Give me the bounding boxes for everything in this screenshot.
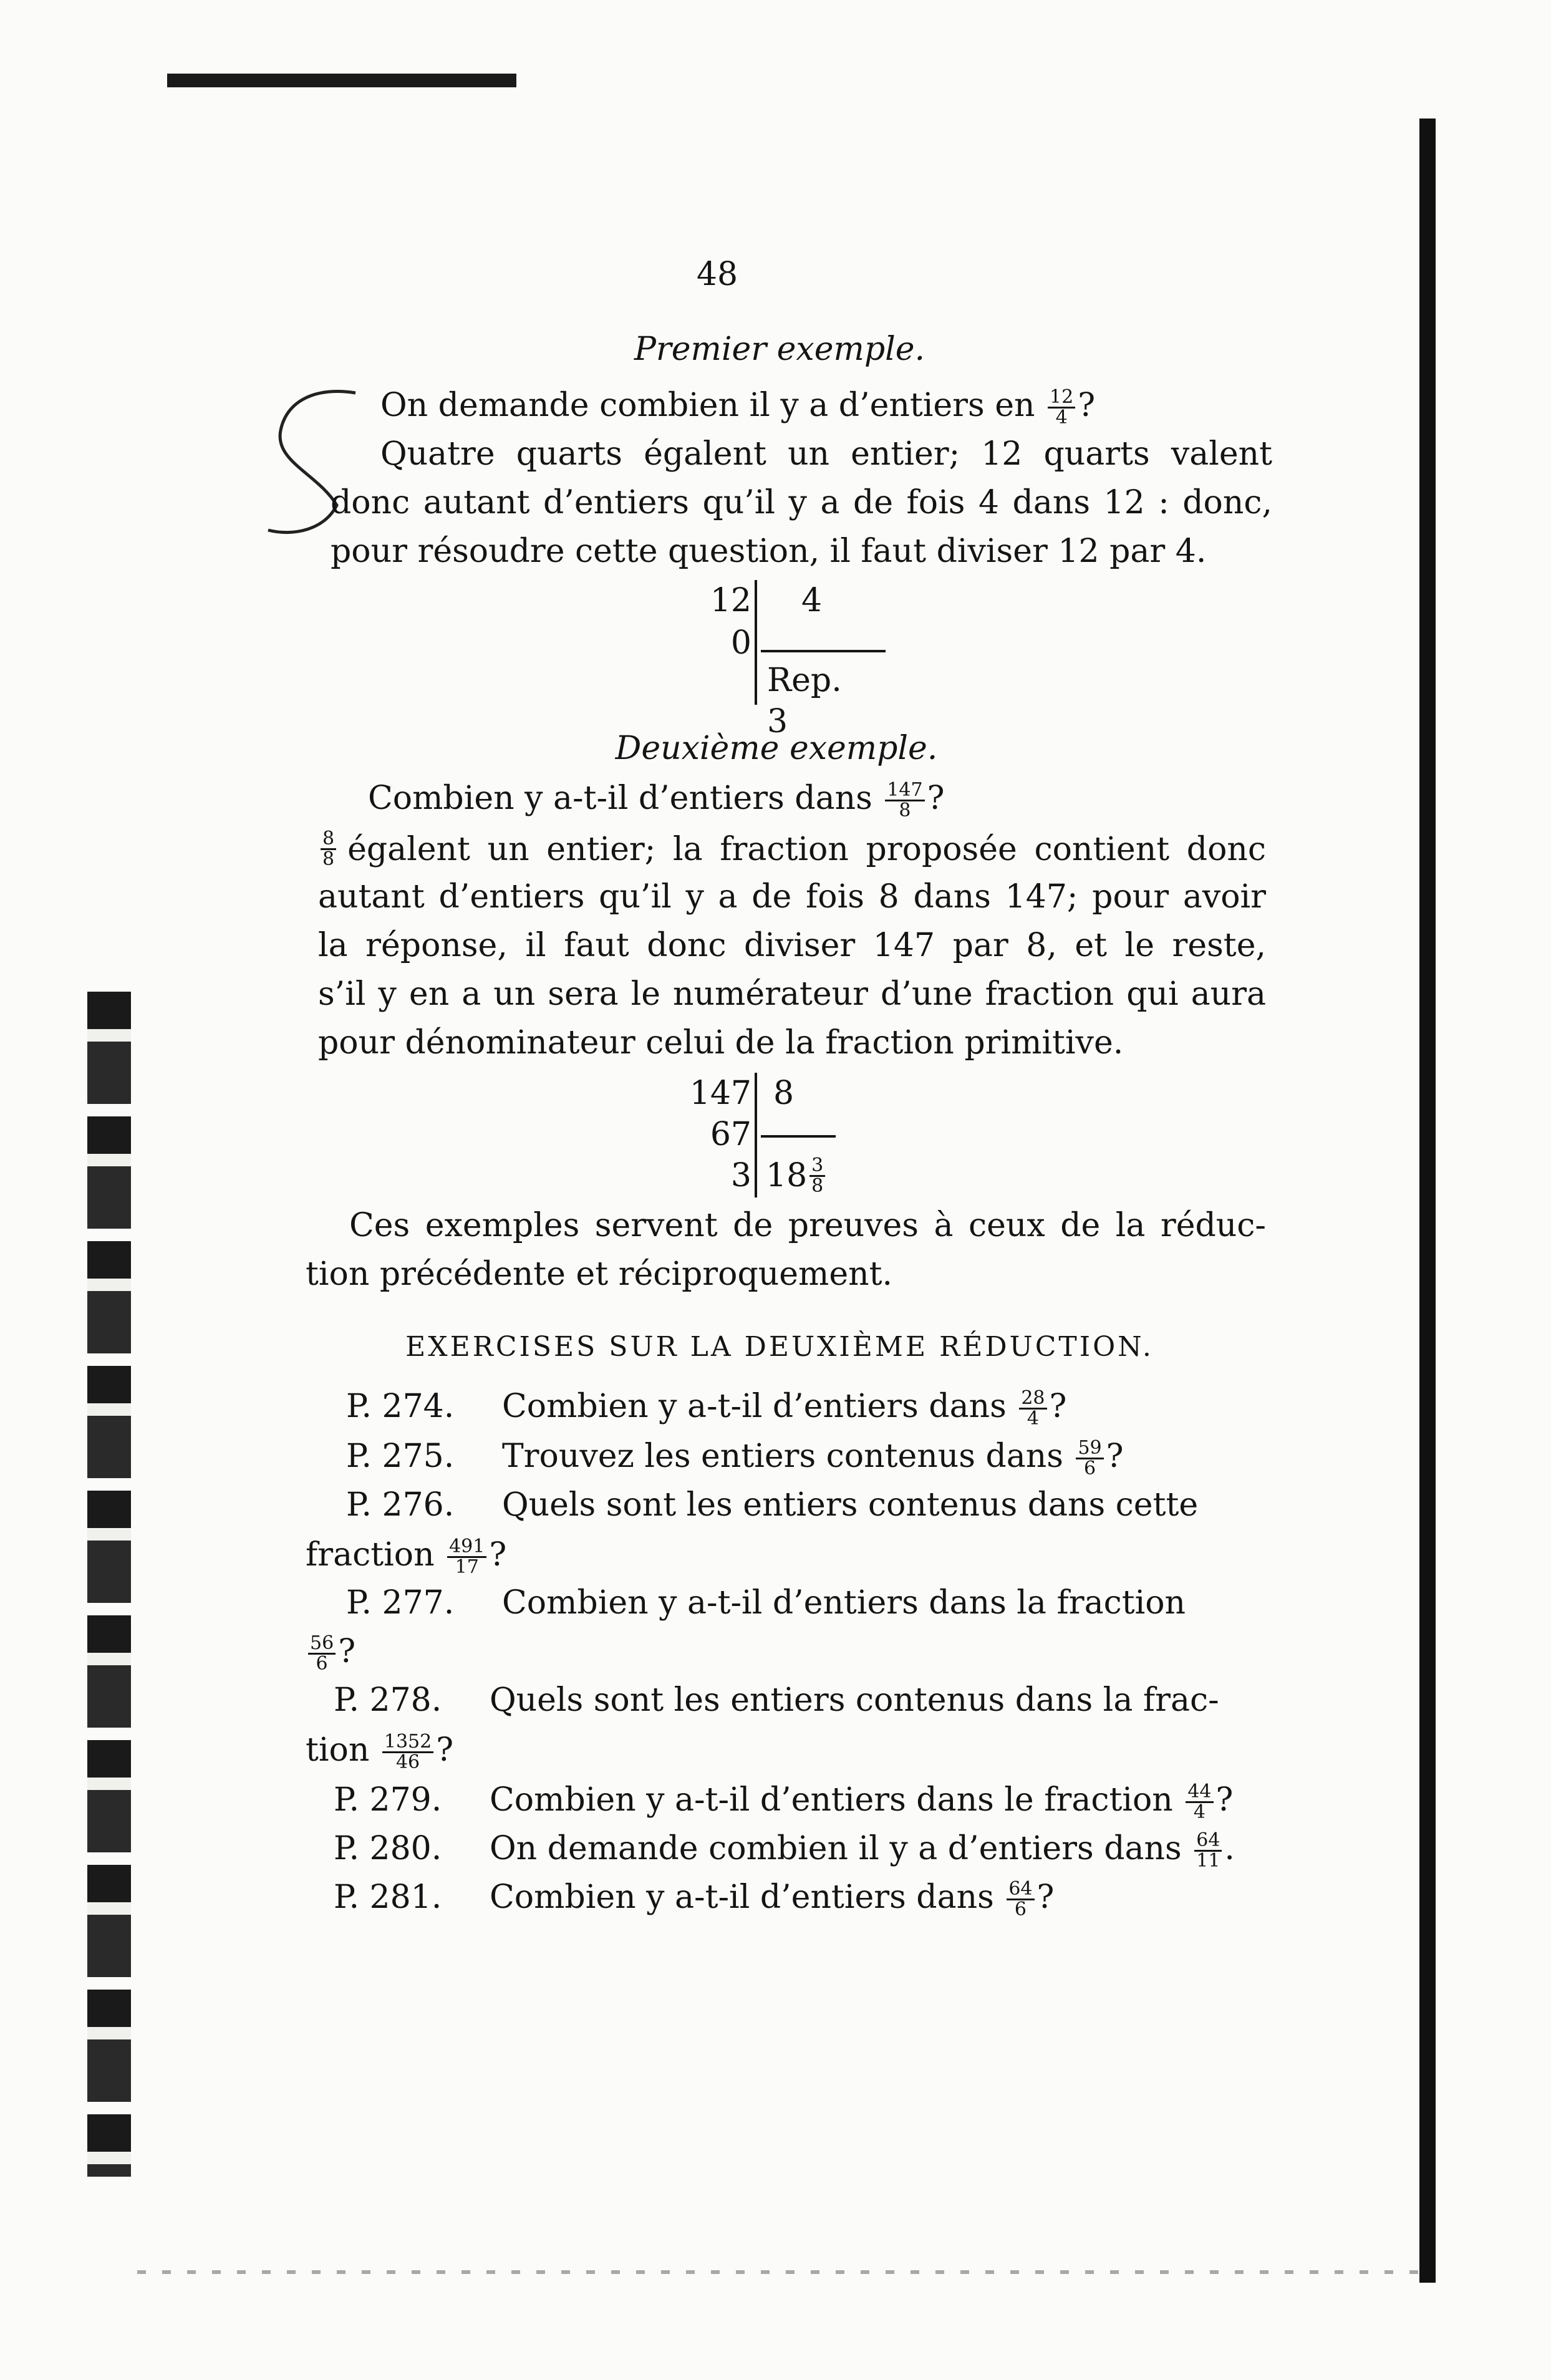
division-horizontal-rule <box>761 650 886 652</box>
division-vertical-rule <box>755 1073 757 1197</box>
result: Rep. 3 <box>767 662 842 740</box>
exercise-label: P. 277. <box>346 1584 455 1622</box>
exercise-fraction <box>1019 1389 1046 1428</box>
section2-line-1-text: égalent un entier; la fraction proposée contient donc <box>347 830 1266 868</box>
exercise-p277-cont <box>306 1633 355 1673</box>
frac-suffix: ? <box>1049 1388 1067 1425</box>
conclusion-line-2: tion précédente et réciproquement. <box>306 1255 893 1293</box>
exercise-p278-cont <box>306 1731 453 1772</box>
exercise-p278 <box>334 1681 1225 1719</box>
section1-line-1-text: On demande combien il y a d’entiers en <box>380 387 1035 424</box>
remainder: 0 <box>730 624 751 662</box>
divisor: 4 <box>801 582 823 619</box>
exercise-label: P. 278. <box>334 1681 442 1719</box>
fraction-147-8 <box>885 781 924 820</box>
fraction-12-4 <box>1048 388 1075 427</box>
division-horizontal-rule <box>761 1135 836 1138</box>
exercise-label: P. 280. <box>334 1830 442 1867</box>
exercise-text: Combien y a-t-il d’entiers dans la fraction <box>502 1584 1186 1622</box>
exercise-fraction <box>382 1733 433 1772</box>
frac-suffix: ? <box>338 1633 356 1670</box>
exercise-p276-cont <box>306 1536 506 1577</box>
frac-num: 1352 <box>382 1733 433 1753</box>
exercise-text: On demande combien il y a d’entiers dans <box>490 1830 1182 1867</box>
section1-line-1 <box>380 387 1095 427</box>
exercise-p274 <box>346 1388 1066 1428</box>
exercise-p275 <box>346 1438 1124 1478</box>
section1-line-4: pour résoudre cette question, il faut diviser 12 par 4. <box>331 533 1207 570</box>
dividend: 12 <box>710 582 751 619</box>
frac-den: 11 <box>1196 1850 1220 1872</box>
scan-right-edge <box>1419 119 1436 2283</box>
frac-suffix: ? <box>927 780 945 817</box>
divisor: 8 <box>773 1075 795 1112</box>
exercise-text: Combien y a-t-il d’entiers dans le fraction <box>490 1781 1173 1819</box>
frac-num: 59 <box>1076 1439 1103 1459</box>
frac-den: 6 <box>1084 1458 1096 1479</box>
exercise-label: P. 279. <box>334 1781 442 1819</box>
exercise-label: P. 276. <box>346 1486 455 1524</box>
section2-question <box>368 780 944 820</box>
heading-premier-exemple: Premier exemple. <box>634 331 925 368</box>
frac-num: 44 <box>1186 1783 1213 1803</box>
section2-line-1 <box>318 830 1266 869</box>
frac-num: 64 <box>1007 1880 1034 1900</box>
exercise-fraction <box>1076 1439 1103 1478</box>
frac-den: 8 <box>322 848 335 870</box>
fraction-8-8 <box>321 830 336 869</box>
frac-suffix: ? <box>1036 1879 1055 1916</box>
exercise-fraction <box>1186 1783 1213 1822</box>
quotient <box>766 1155 828 1196</box>
exercise-text: Combien y a-t-il d’entiers dans <box>502 1388 1007 1425</box>
exercise-p277 <box>346 1584 1186 1622</box>
exercise-text: Quels sont les entiers contenus dans cette <box>502 1486 1199 1524</box>
exercise-fraction <box>308 1634 336 1673</box>
exercise-p280 <box>334 1830 1235 1870</box>
frac-suffix: ? <box>1106 1438 1124 1475</box>
exercise-cont: tion <box>306 1731 370 1769</box>
frac-suffix: . <box>1224 1830 1235 1867</box>
frac-den: 6 <box>1014 1899 1027 1920</box>
frac-den: 8 <box>899 800 911 821</box>
exercise-label: P. 275. <box>346 1438 455 1475</box>
frac-den: 4 <box>1055 407 1068 428</box>
exercise-label: P. 274. <box>346 1388 455 1425</box>
frac-suffix: ? <box>489 1536 507 1574</box>
frac-num: 12 <box>1048 388 1075 409</box>
frac-den: 46 <box>395 1751 420 1773</box>
frac-suffix: ? <box>1215 1781 1234 1819</box>
frac-num: 147 <box>885 781 924 801</box>
scan-top-bar <box>167 74 516 87</box>
partial-remainder: 67 <box>710 1116 751 1153</box>
frac-den: 6 <box>316 1653 328 1675</box>
exercise-fraction <box>1007 1880 1034 1919</box>
exercise-text: Combien y a-t-il d’entiers dans <box>490 1879 994 1916</box>
frac-suffix: ? <box>1078 387 1096 424</box>
conclusion-line-1: Ces exemples servent de preuves à ceux de la réduc- <box>349 1207 1266 1244</box>
page-number: 48 <box>696 256 738 293</box>
exercise-text: Quels sont les entiers contenus dans la frac- <box>490 1681 1219 1719</box>
scan-binding-marks <box>87 992 131 2177</box>
frac-den: 17 <box>455 1556 479 1578</box>
section2-line-5: pour dénominateur celui de la fraction primitive. <box>318 1024 1124 1062</box>
section2-line-3: la réponse, il faut donc diviser 147 par 8, et le reste, <box>318 927 1266 964</box>
scan-bottom-noise <box>137 2270 1422 2274</box>
quotient-fraction <box>809 1156 825 1196</box>
exercise-cont: fraction <box>306 1536 435 1574</box>
frac-num: 56 <box>308 1634 336 1655</box>
exercise-p279 <box>334 1781 1233 1822</box>
quotient-whole: 18 <box>766 1157 808 1194</box>
section2-line-2: autant d’entiers qu’il y a de fois 8 dans 147; pour avoir <box>318 878 1266 916</box>
dividend: 147 <box>689 1075 751 1112</box>
frac-num: 64 <box>1194 1831 1222 1852</box>
section1-line-2: Quatre quarts égalent un entier; 12 quarts valent <box>380 435 1272 473</box>
frac-num: 28 <box>1019 1389 1046 1410</box>
exercise-fraction <box>447 1537 486 1577</box>
division-vertical-rule <box>755 580 757 705</box>
exercise-label: P. 281. <box>334 1879 442 1916</box>
question-text: Combien y a-t-il d’entiers dans <box>368 780 872 817</box>
heading-deuxieme-exemple: Deuxième exemple. <box>615 730 938 767</box>
exercise-p281 <box>334 1879 1054 1919</box>
exercise-fraction <box>1194 1831 1222 1870</box>
frac-suffix: ? <box>436 1731 454 1769</box>
frac-den: 8 <box>811 1174 824 1197</box>
exercise-text: Trouvez les entiers contenus dans <box>502 1438 1063 1475</box>
frac-den: 4 <box>1027 1408 1039 1429</box>
frac-den: 4 <box>1193 1801 1206 1823</box>
section1-line-3: donc autant d’entiers qu’il y a de fois 4 dans 12 : donc, <box>331 484 1272 521</box>
frac-num: 491 <box>447 1537 486 1558</box>
frac-num: 3 <box>809 1156 825 1177</box>
exercises-heading: EXERCISES SUR LA DEUXIÈME RÉDUCTION. <box>405 1331 1154 1363</box>
section2-line-4: s’il y en a un sera le numérateur d’une fraction qui aura <box>318 975 1266 1013</box>
frac-num: 8 <box>321 830 336 850</box>
exercise-p276 <box>346 1486 1241 1524</box>
remainder: 3 <box>730 1157 751 1194</box>
